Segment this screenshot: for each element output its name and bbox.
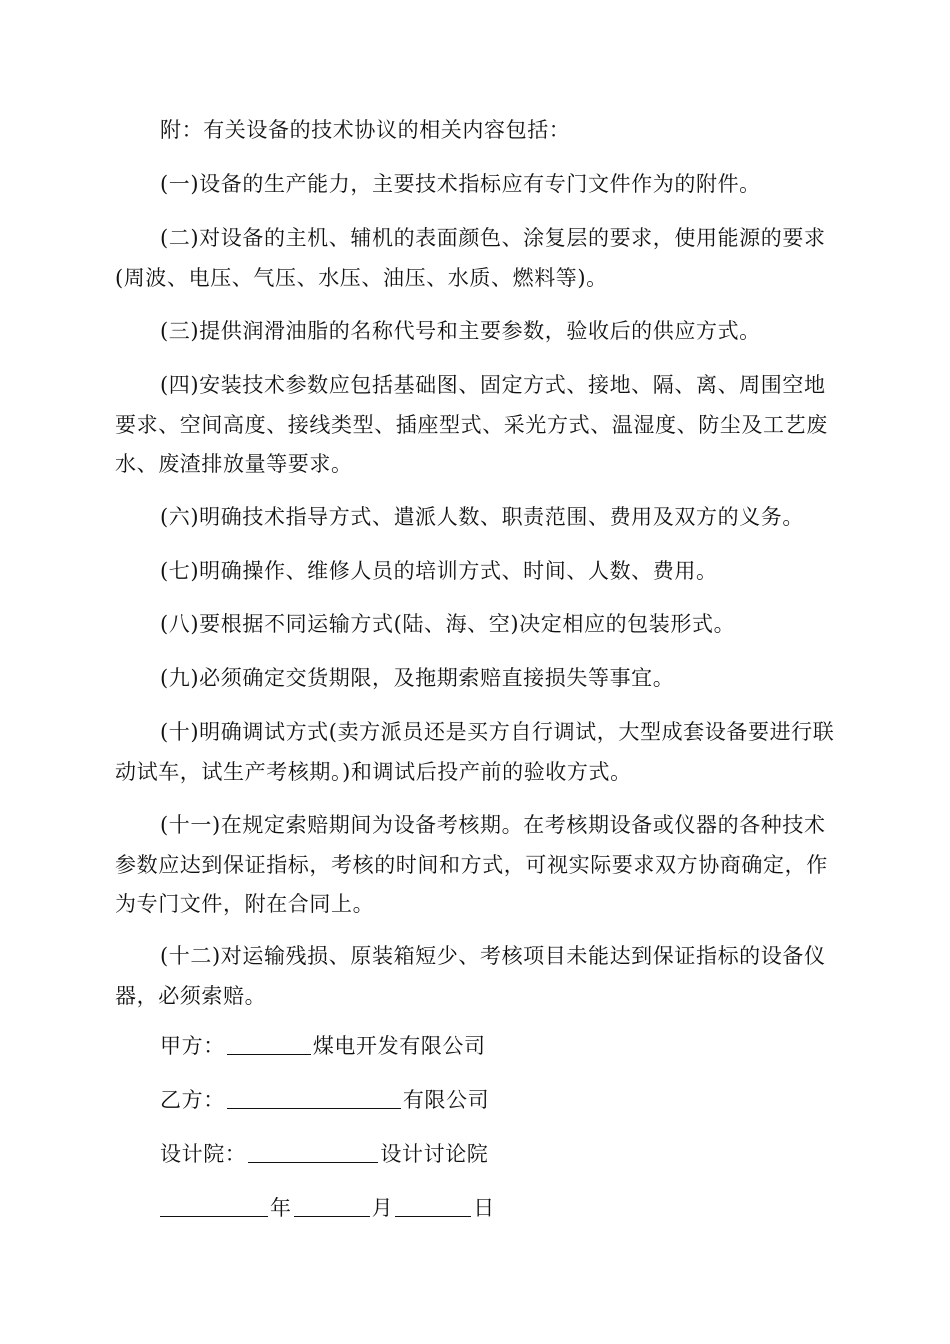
party-b-suffix: 有限公司 xyxy=(402,1088,490,1112)
clause-10: (十)明确调试方式(卖方派员还是买方自行调试，大型成套设备要进行联动试车，试生产考核期。)和调试后投产前的验收方式。 xyxy=(115,720,835,784)
clause-11: (十一)在规定索赔期间为设备考核期。在考核期设备或仪器的各种技术参数应达到保证指标，考核的时间和方式，可视实际要求双方协商确定，作为专门文件，附在合同上。 xyxy=(115,813,828,916)
party-b-label: 乙方： xyxy=(160,1088,225,1112)
attachment-heading: 附：有关设备的技术协议的相关内容包括： xyxy=(160,118,571,142)
clause-8: (八)要根据不同运输方式(陆、海、空)决定相应的包装形式。 xyxy=(160,612,736,636)
party-a-line xyxy=(160,1031,486,1061)
year-label: 年 xyxy=(270,1196,292,1220)
clause-7: (七)明确操作、维修人员的培训方式、时间、人数、费用。 xyxy=(160,559,718,583)
date-line xyxy=(160,1193,495,1223)
party-b-blank[interactable] xyxy=(227,1086,401,1109)
party-a-suffix: 煤电开发有限公司 xyxy=(312,1034,486,1058)
clause-12: (十二)对运输残损、原装箱短少、考核项目未能达到保证指标的设备仪器，必须索赔。 xyxy=(115,944,826,1008)
design-institute-line xyxy=(160,1139,488,1169)
clause-3: (三)提供润滑油脂的名称代号和主要参数，验收后的供应方式。 xyxy=(160,319,761,343)
party-a-blank[interactable] xyxy=(227,1032,311,1055)
clause-2: (二)对设备的主机、辅机的表面颜色、涂复层的要求，使用能源的要求(周波、电压、气压、水压、油压、水质、燃料等)。 xyxy=(115,226,826,290)
clause-9: (九)必须确定交货期限，及拖期索赔直接损失等事宜。 xyxy=(160,666,675,690)
design-institute-blank[interactable] xyxy=(248,1140,378,1163)
clause-1: (一)设备的生产能力，主要技术指标应有专门文件作为的附件。 xyxy=(160,172,761,196)
month-blank[interactable] xyxy=(294,1194,370,1217)
clause-6: (六)明确技术指导方式、遣派人数、职责范围、费用及双方的义务。 xyxy=(160,505,804,529)
day-label: 日 xyxy=(473,1196,495,1220)
design-institute-label: 设计院： xyxy=(160,1142,247,1166)
year-blank[interactable] xyxy=(160,1194,268,1217)
party-a-label: 甲方： xyxy=(160,1034,225,1058)
month-label: 月 xyxy=(371,1196,394,1220)
design-institute-suffix: 设计讨论院 xyxy=(380,1142,489,1166)
day-blank[interactable] xyxy=(395,1194,471,1217)
party-b-line xyxy=(160,1085,489,1115)
clause-4: (四)安装技术参数应包括基础图、固定方式、接地、隔、离、周围空地要求、空间高度、接线类型、插座型式、采光方式、温湿度、防尘及工艺废水、废渣排放量等要求。 xyxy=(115,373,828,476)
